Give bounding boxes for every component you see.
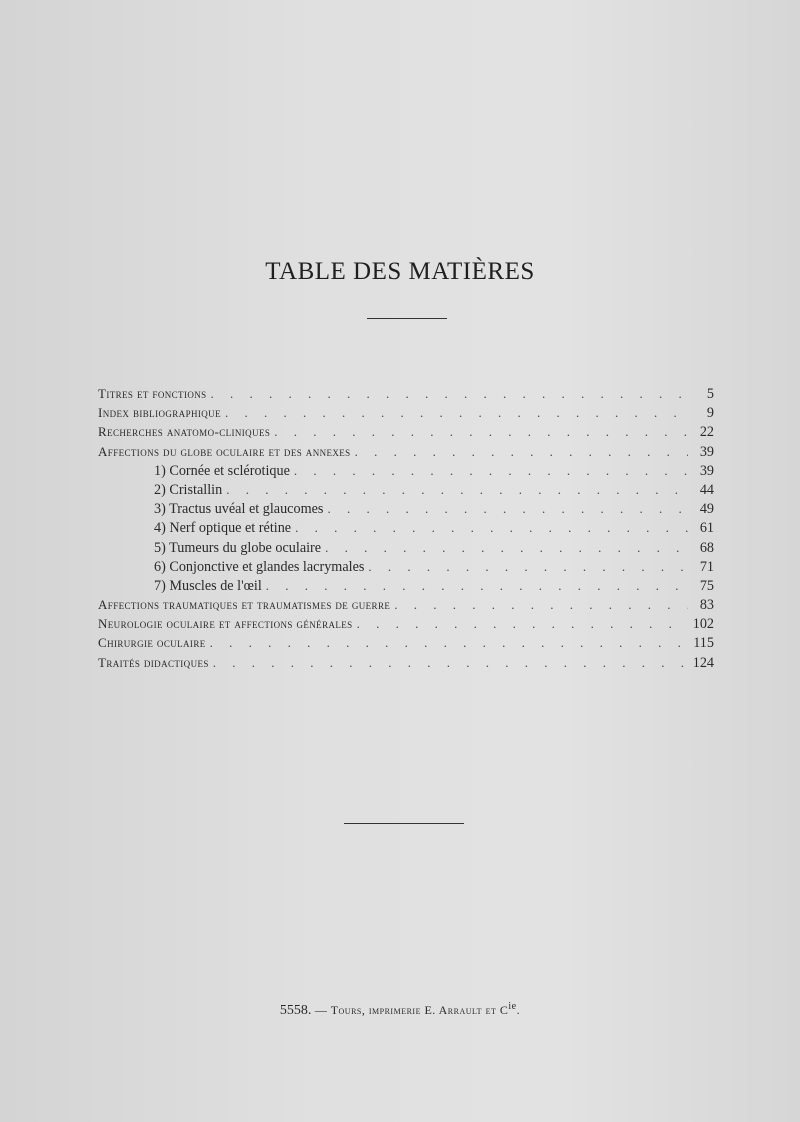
toc-page-number: 124: [692, 654, 714, 671]
toc-entry: [98, 616, 714, 635]
toc-page-number: 83: [699, 597, 714, 614]
imprint-text: — Tours, imprimerie E. Arrault et C: [314, 1003, 509, 1017]
toc-page-number: 22: [699, 424, 714, 441]
toc-entry: [98, 424, 714, 443]
toc-subentry: [98, 501, 714, 520]
toc-entry-label: 4) Nerf optique et rétine: [154, 520, 292, 537]
bottom-divider: [344, 823, 464, 824]
toc-entry-label: 7) Muscles de l'œil: [154, 577, 262, 594]
toc-page-number: 75: [699, 577, 714, 594]
table-of-contents: [98, 386, 714, 674]
toc-subentry: [98, 463, 714, 482]
dot-leader: [211, 386, 688, 402]
toc-entry-label: 3) Tractus uvéal et glaucomes: [154, 501, 324, 518]
toc-entry: [98, 444, 714, 463]
toc-subentry: [98, 520, 714, 539]
toc-entry-label: 5) Tumeurs du globe oculaire: [154, 539, 322, 556]
toc-entry-label: Titres et fonctions: [98, 386, 207, 401]
toc-page-number: 9: [706, 405, 714, 422]
toc-entry-label: Traités didactiques: [98, 654, 209, 670]
toc-page-number: 102: [692, 616, 714, 633]
toc-subentry: [98, 578, 714, 597]
toc-page-number: 49: [699, 501, 714, 518]
dot-leader: [213, 655, 688, 671]
dot-leader: [266, 578, 688, 594]
page-title: TABLE DES MATIÈRES: [265, 258, 535, 285]
dot-leader: [327, 501, 688, 517]
toc-entry-label: Recherches anatomo-cliniques: [98, 424, 271, 440]
dot-leader: [394, 597, 688, 613]
toc-subentry: [98, 559, 714, 578]
dot-leader: [325, 540, 688, 556]
toc-entry-label: Index bibliographique: [98, 405, 221, 421]
toc-entry: [98, 655, 714, 674]
toc-subentry: [98, 540, 714, 559]
printer-imprint: [0, 1001, 800, 1019]
toc-subentry: [98, 482, 714, 501]
toc-entry-label: 1) Cornée et sclérotique: [154, 462, 290, 479]
toc-page-number: 68: [699, 539, 714, 556]
toc-entry-label: Chirurgie oculaire: [98, 635, 206, 651]
dot-leader: [368, 559, 688, 575]
toc-entry-label: Affections du globe oculaire et des annexes: [98, 443, 351, 459]
toc-entry-label: 6) Conjonctive et glandes lacrymales: [154, 558, 365, 575]
title-divider: [367, 318, 447, 319]
toc-page-number: 71: [699, 558, 714, 575]
toc-entry: [98, 597, 714, 616]
toc-entry: [98, 635, 714, 654]
toc-entry: [98, 405, 714, 424]
imprint-number: 5558.: [279, 1003, 312, 1018]
toc-page-number: 39: [699, 462, 714, 479]
dot-leader: [226, 482, 688, 498]
imprint-end: .: [516, 1003, 521, 1017]
toc-entry-label: Neurologie oculaire et affections générales: [98, 616, 353, 632]
toc-entry-label: Affections traumatiques et traumatismes de guerre: [98, 597, 391, 613]
toc-entry: [98, 386, 714, 405]
toc-page-number: 5: [706, 386, 714, 402]
toc-entry-label: 2) Cristallin: [154, 481, 223, 498]
dot-leader: [355, 444, 688, 460]
toc-page-number: 61: [699, 520, 714, 537]
imprint-superscript: ie: [508, 1001, 517, 1012]
dot-leader: [210, 635, 688, 651]
dot-leader: [274, 424, 688, 440]
dot-leader: [357, 616, 688, 632]
toc-page-number: 39: [699, 443, 714, 460]
toc-page-number: 115: [693, 635, 714, 652]
toc-page-number: 44: [699, 481, 714, 498]
dot-leader: [294, 463, 688, 479]
dot-leader: [295, 520, 688, 536]
dot-leader: [225, 405, 688, 421]
